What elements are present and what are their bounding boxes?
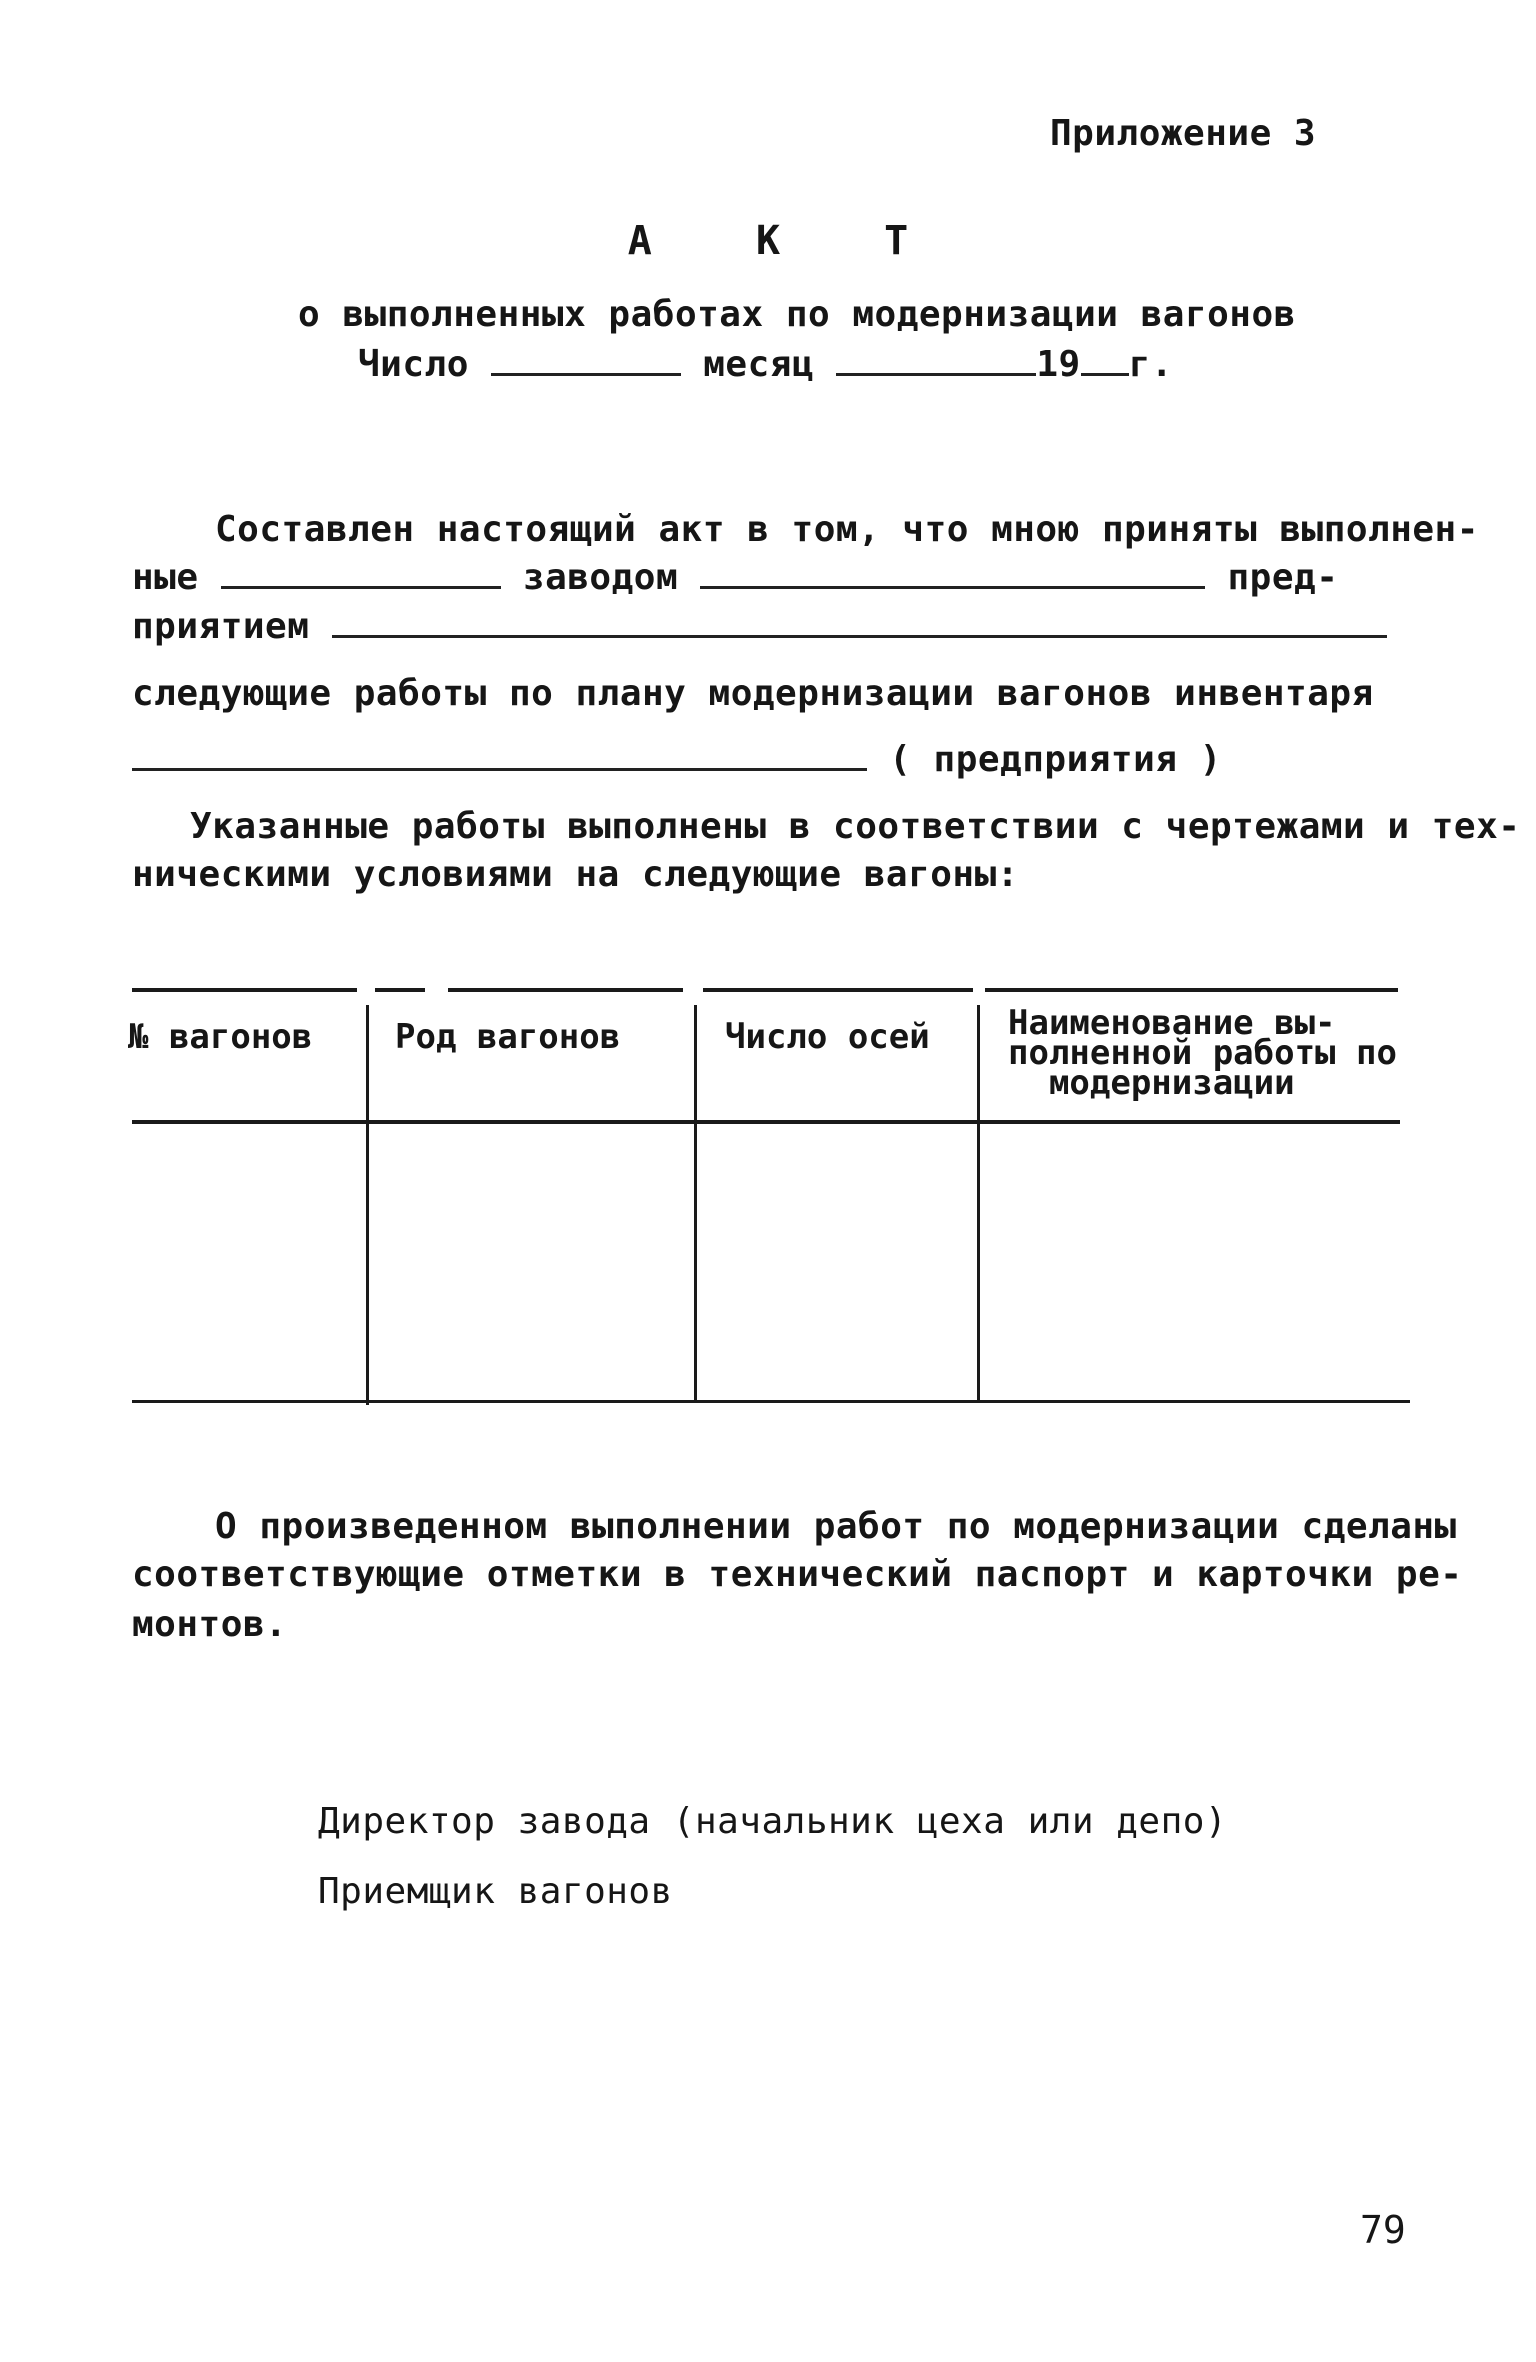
day-blank [491,343,681,376]
table-top-rule [375,988,425,992]
paragraph-2-line-2: ническими условиями на следующие вагоны: [132,854,1019,895]
month-label: месяц [703,344,815,385]
line-text: пред- [1227,557,1339,598]
line-text: ( предприятия ) [889,739,1222,780]
paragraph-3-line-3: монтов. [132,1604,288,1645]
table-header-rule [132,1120,1400,1124]
year-blank [1081,343,1129,376]
paragraph-3-line-1: О произведенном выполнении работ по модернизации сделаны [215,1506,1457,1547]
month-blank [836,343,1036,376]
appendix-label: Приложение 3 [1050,113,1317,154]
paragraph-1-line-2 [132,556,1338,600]
enterprise-blank [332,605,1387,638]
year-suffix: г. [1128,344,1174,385]
day-label: Число [358,344,469,385]
paragraph-1-line-3 [132,605,1387,649]
table-bottom-rule [132,1400,1410,1403]
date-line [358,343,1173,387]
table-top-rule [132,988,357,992]
table-column-divider [977,1005,980,1401]
paragraph-1-line-4: следующие работы по плану модернизации вагонов инвентаря [132,673,1374,714]
document-title: А К Т [627,218,949,264]
plant-blank [700,556,1205,589]
paragraph-2-line-1: Указанные работы выполнены в соответствии с чертежами и тех- [190,806,1521,847]
line-text: ные [132,557,199,598]
table-column-divider [366,1005,369,1405]
column-header-car-type: Род вагонов [395,1017,621,1057]
column-header-car-number: № вагонов [128,1017,313,1057]
paragraph-1-line-5 [132,738,1222,782]
signature-receiver: Приемщик вагонов [318,1871,673,1912]
line-text: заводом [522,557,679,598]
signature-director: Директор завода (начальник цеха или депо) [318,1801,1228,1842]
table-top-rule [448,988,683,992]
table-column-divider [694,1005,697,1403]
year-prefix: 19 [1036,344,1081,385]
inventory-blank [132,738,867,771]
table-top-rule [985,988,1398,992]
line-text: приятием [132,606,310,647]
paragraph-3-line-2: соответствующие отметки в технический паспорт и карточки ре- [132,1554,1463,1595]
paragraph-1-line-1: Составлен настоящий акт в том, что мною приняты выполнен- [215,509,1479,550]
page-number: 79 [1360,2208,1406,2252]
plant-name-blank [221,556,501,589]
column-header-work-description: Наименование вы- полненной работы по модернизации [1008,1003,1397,1103]
table-top-rule [703,988,973,992]
document-subtitle: о выполненных работах по модернизации вагонов [298,294,1296,335]
column-header-axle-count: Число осей [725,1017,930,1057]
